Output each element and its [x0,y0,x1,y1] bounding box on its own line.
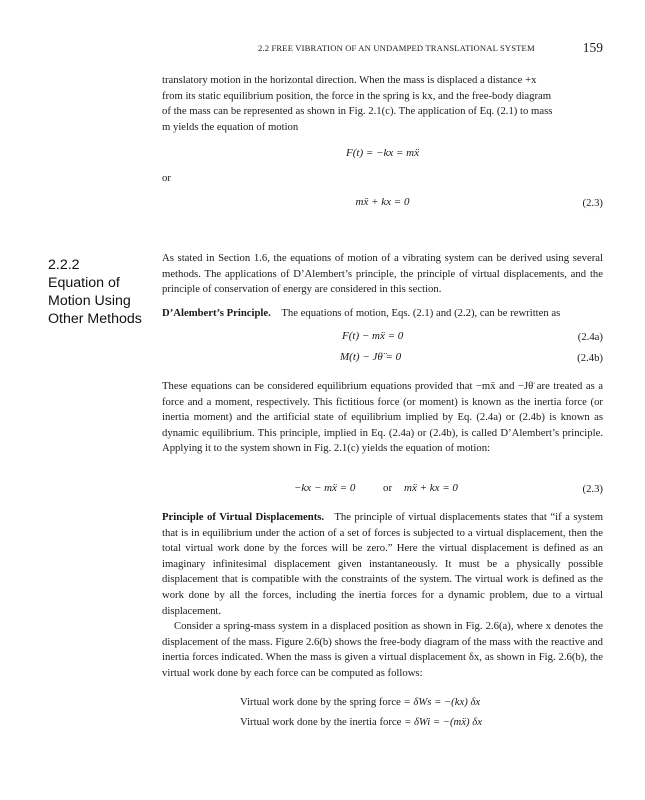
intro-line: of the mass can be represented as shown in Fig. 2.1(c). The application of Eq. (2.1) to mass [162,105,553,118]
intro-line: m yields the equation of motion [162,120,299,133]
equation-number-2-3b: (2.3) [582,483,603,495]
virtual-work-inertia [240,716,482,728]
virtual-work-spring [240,696,480,708]
section-title-line: Other Methods [48,311,142,327]
equation-number: (2.3) [582,197,603,209]
spring-label: Virtual work done by the spring force [240,696,401,708]
inertia-label: Virtual work done by the inertia force [240,716,402,728]
section-number: 2.2.2 [48,257,80,273]
intro-line: from its static equilibrium position, the force in the spring is kx, and the free-body diagram [162,89,552,102]
dalembert-lead: The equations of motion, Eqs. (2.1) and (2.2), can be rewritten as [281,307,561,319]
equation-2-3-right: mẍ + kx = 0 [404,482,458,494]
section-title-line: Motion Using [48,293,131,309]
virtual-heading: Principle of Virtual Displacements. [162,511,325,523]
section-intro-text: As stated in Section 1.6, the equations of motion of a vibrating system can be derived using several methods. The applications of D’Alembert’s principle, the principle of virtual displacements, and the principle of conservation of energy are considered in this section. [162,252,603,296]
equation-2-3-left: −kx − mẍ = 0 [294,482,356,494]
dalembert-text: These equations can be considered equilibrium equations provided that −mẍ and −Jθ̈ are treated as a force and a moment, respectively. This fictitious force (or moment) is known as the inertia force (or inertia moment) and the artificial state of equilibrium implied by Eq. (2.4a) or (2.4b) is known as dynamic equilibrium. This principle, implied in Eq. (2.4a) or (2.4b), is called D’Alembert’s principle. Applying it to the system shown in Fig. 2.1(c) yields the equation of motion: [162,380,603,455]
equation-2-3: mẍ + kx = 0 [355,196,410,208]
dalembert-paragraph [162,379,603,457]
dalembert-lead-line [162,306,603,322]
equation-2-4a: F(t) − mẍ = 0 [342,330,404,342]
spring-expr: = δWs = −(kx) δx [403,696,481,708]
equation-or: or [383,482,393,494]
intro-paragraph [162,73,603,135]
virtual-body: The principle of virtual displacements states that “if a system that is in equilibrium under the action of a set of forces is subjected to a virtual displacement, then the total virtual work done by the forces will be zero.” Here the virtual displacement is defined as an imaginary infinitesimal displacement given instantaneously. It must be a physically possible displacement that is compatible with the constraints of the system. The virtual work is defined as the work done by all the forces, including the inertia forces for a dynamic problem, due to a virtual displacement. [162,511,604,617]
intro-line: translatory motion in the horizontal direction. When the mass is displaced a distance +x [162,74,537,86]
virtual-paragraph [162,510,603,682]
page-number: 159 [582,40,603,55]
equation-number-2-4a: (2.4a) [577,331,603,343]
section-heading [48,256,156,328]
equation-motion: F(t) = −kx = mẍ [346,147,419,159]
section-title-line: Equation of [48,275,120,291]
or-word: or [162,172,171,184]
virtual-text [162,510,603,619]
equation-2-4b: M(t) − Jθ̈ = 0 [340,351,402,363]
inertia-expr: = δWi = −(mẍ) δx [404,716,482,728]
equation-number-2-4b: (2.4b) [577,352,603,364]
dalembert-heading: D’Alembert’s Principle. [162,307,271,319]
running-head [258,40,603,58]
section-intro [162,251,603,298]
virtual-text-2: Consider a spring-mass system in a displaced position as shown in Fig. 2.6(a), where x denotes the displacement of the mass. Figure 2.6(b) shows the free-body diagram of the mass with the reactive and inertia forces indicated. When the mass is given a virtual displacement δx, as shown in Fig. 2.6(b), the virtual work done by each force can be computed as follows: [162,620,603,679]
running-head-title: 2.2 FREE VIBRATION OF AN UNDAMPED TRANSLATIONAL SYSTEM [258,43,535,53]
